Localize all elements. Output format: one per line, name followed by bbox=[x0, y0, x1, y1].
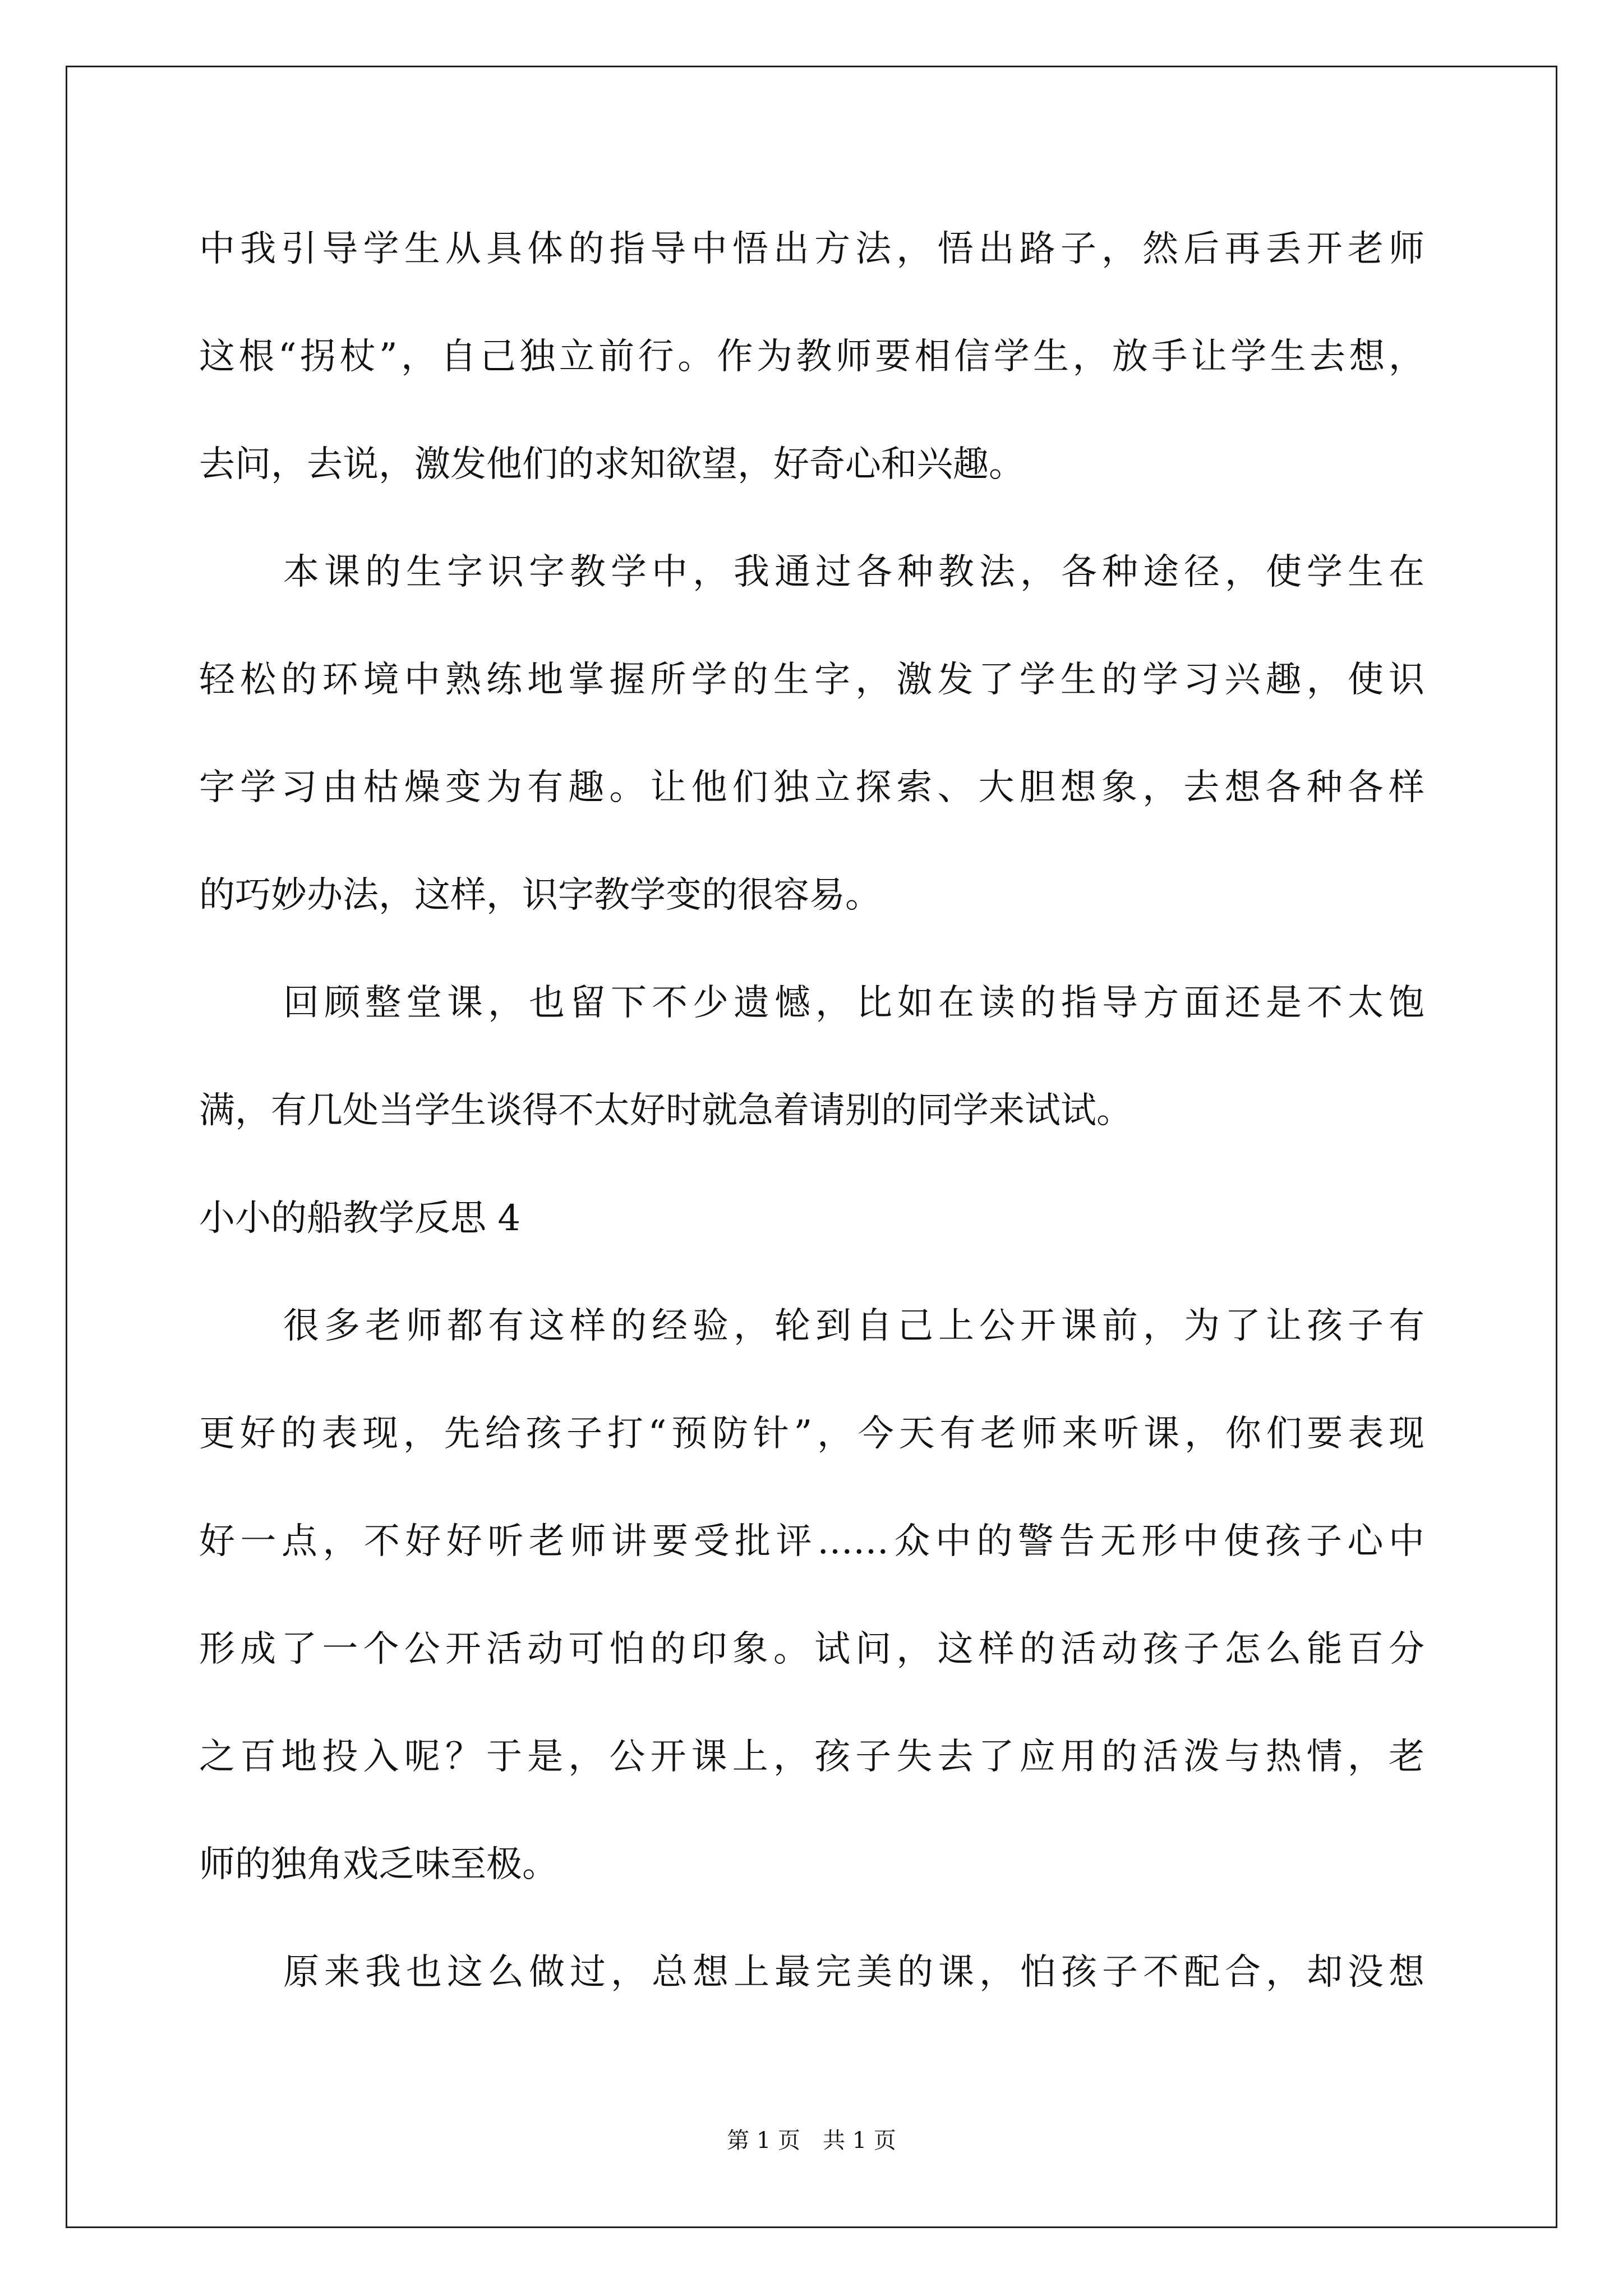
paragraph-line: 的巧妙办法，这样，识字教学变的很容易。 bbox=[199, 875, 881, 916]
paragraph-line: 中我引导学生从具体的指导中悟出方法，悟出路子，然后再丢开老师 bbox=[199, 228, 1424, 270]
paragraph-line: 满，有几处当学生谈得不太好时就急着请别的同学来试试。 bbox=[199, 1090, 1132, 1131]
paragraph-line: 好一点，不好好听老师讲要受批评……众中的警告无形中使孩子心中 bbox=[199, 1521, 1424, 1562]
paragraph-line: 很多老师都有这样的经验，轮到自己上公开课前，为了让孩子有 bbox=[283, 1305, 1424, 1347]
paragraph-line: 之百地投入呢？于是，公开课上，孩子失去了应用的活泼与热情，老 bbox=[199, 1736, 1424, 1778]
paragraph-line: 形成了一个公开活动可怕的印象。试问，这样的活动孩子怎么能百分 bbox=[199, 1628, 1424, 1670]
section-heading: 小小的船教学反思 4 bbox=[199, 1198, 521, 1239]
paragraph-line: 去问，去说，激发他们的求知欲望，好奇心和兴趣。 bbox=[199, 444, 1025, 485]
paragraph-line: 回顾整堂课，也留下不少遗憾，比如在读的指导方面还是不太饱 bbox=[283, 982, 1424, 1024]
page-footer: 第 1 页 共 1 页 bbox=[727, 2128, 896, 2154]
page-border bbox=[66, 66, 1557, 2228]
paragraph-line: 师的独角戏乏味至极。 bbox=[199, 1844, 558, 1885]
paragraph-line: 轻松的环境中熟练地掌握所学的生字，激发了学生的学习兴趣，使识 bbox=[199, 659, 1424, 701]
paragraph-line: 字学习由枯燥变为有趣。让他们独立探索、大胆想象，去想各种各样 bbox=[199, 767, 1424, 808]
paragraph-line: 这根“拐杖”，自己独立前行。作为教师要相信学生，放手让学生去想， bbox=[199, 336, 1424, 378]
paragraph-line: 原来我也这么做过，总想上最完美的课，怕孩子不配合，却没想 bbox=[283, 1952, 1424, 1993]
paragraph-line: 更好的表现，先给孩子打“预防针”，今天有老师来听课，你们要表现 bbox=[199, 1413, 1424, 1455]
paragraph-line: 本课的生字识字教学中，我通过各种教法，各种途径，使学生在 bbox=[283, 551, 1424, 593]
